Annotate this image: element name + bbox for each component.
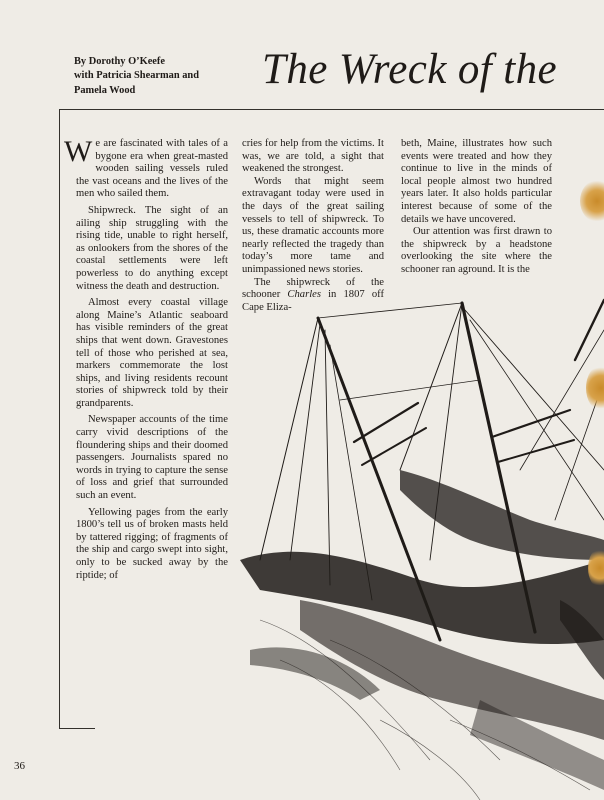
- page-number: 36: [14, 760, 25, 772]
- paragraph-text: The shipwreck of the schooner: [242, 276, 384, 301]
- paragraph-text: e are fascinated with tales of a bygone era when great-masted wooden sailing vessels ruled the vast oceans and the lives of the men who sailed them.: [76, 138, 228, 200]
- byline-line-2: with Patricia Shearman and: [74, 70, 199, 82]
- paragraph: Almost every coastal village along Maine’s Atlantic seaboard has visible reminders of the great ships that went down. Gravestones tell of those who perished at sea, markers commemorate the lost ships, and living residents recount stories of shipwreck told by their grandparents.: [76, 297, 228, 409]
- byline-line-1: By Dorothy O’Keefe: [74, 56, 165, 67]
- drop-cap: W: [64, 135, 93, 168]
- paragraph-text: in 1807 off Cape Eliza-: [242, 289, 384, 313]
- paragraph: cries for help from the victims. It was, we are told, a sight that weakened the strongest.: [242, 138, 384, 175]
- text-column-2: [242, 138, 384, 314]
- paragraph: Words that might seem extravagant today were used in the days of the great sailing vessels to tell of shipwreck. To us, these dramatic accounts more nearly reflected the tragedy than today’s more tame and unimpassioned news stories.: [242, 175, 384, 275]
- article-title: The Wreck of the: [262, 46, 557, 93]
- text-column-1: [64, 135, 228, 582]
- paragraph: Shipwreck. The sight of an ailing ship struggling with the rising tide, unable to right herself, as onlookers from the shores of the coastal settlements were left powerless to do anything except witness the death and destruction.: [76, 204, 228, 292]
- paragraph: [242, 277, 384, 315]
- paragraph: Yellowing pages from the early 1800’s tell us of broken masts held by tattered rigging; of fragments of the ship and cargo swept into sight, only to be sucked away by the riptide; of: [76, 506, 228, 581]
- ship-name: Charles: [287, 289, 321, 301]
- paragraph: Our attention was first drawn to the shipwreck by a headstone overlooking the site where the schooner ran aground. It is the: [401, 226, 552, 275]
- text-column-3: [401, 138, 552, 277]
- paragraph: [64, 135, 228, 201]
- byline-line-3: Pamela Wood: [74, 84, 136, 96]
- paragraph: beth, Maine, illustrates how such events were treated and how they continue to live in the minds of local people almost two hundred years later. It also holds particular interest because of some of the details we have uncovered.: [401, 138, 552, 225]
- paragraph: Newspaper accounts of the time carry vivid descriptions of the floundering ships and their doomed passengers. Journalists spared no words in trying to capture the sense of loss and grief that surrounded such an event.: [76, 414, 228, 502]
